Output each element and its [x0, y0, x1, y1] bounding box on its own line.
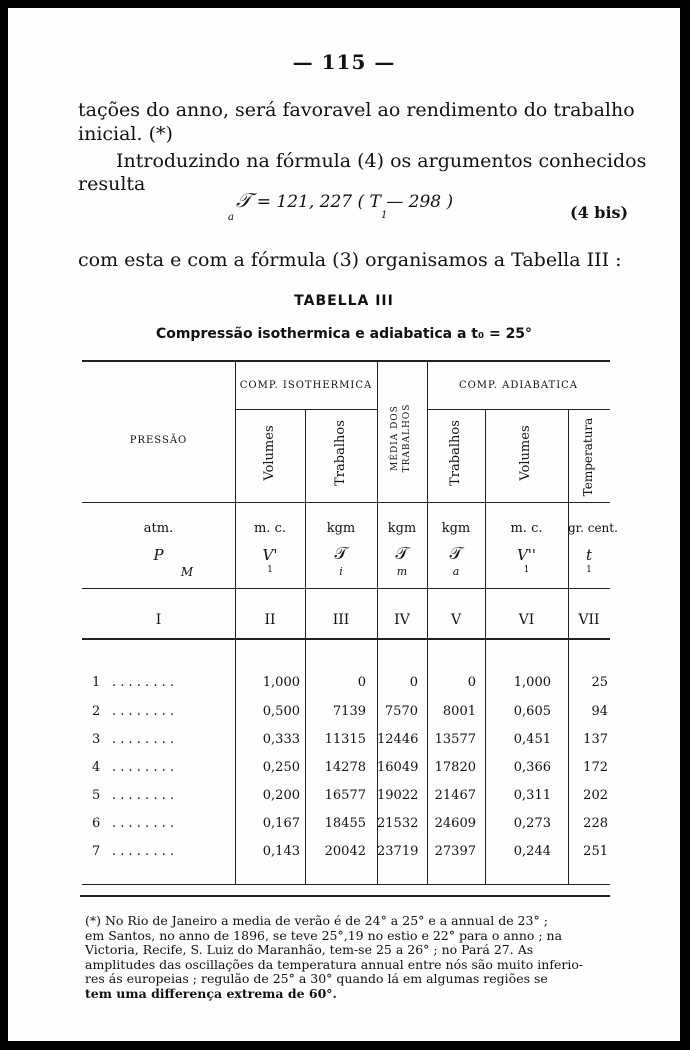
roman-5: V [450, 612, 462, 628]
symbol-sub-v2: 1 [523, 565, 530, 575]
footnote [85, 914, 625, 1001]
cell-volume-iso: 0,200 [262, 788, 300, 803]
roman-2: II [264, 612, 276, 628]
intro-line-3: Introduzindo na fórmula (4) os argumentos conhecidos [116, 150, 647, 172]
cell-volume-iso: 0,500 [262, 704, 300, 719]
intro-line-1: tações do anno, será favoravel ao rendimento do trabalho [78, 99, 635, 121]
header-trabalhos-adia: Trabalhos [448, 420, 463, 486]
symbol-sub-a: a [452, 565, 460, 578]
symbol-t: t [585, 546, 593, 564]
row-pressure: 3 [92, 732, 101, 747]
row-pressure: 4 [92, 760, 101, 775]
cell-volume-adia: 0,366 [513, 760, 551, 775]
header-pressao: PRESSÃO [129, 435, 188, 446]
cell-trabalho-adia: 8001 [442, 704, 476, 719]
formula-t-sub: 1 [381, 210, 388, 221]
symbol-sub-i: i [339, 565, 343, 578]
intro-line-2: inicial. (*) [78, 123, 173, 145]
roman-4: IV [394, 612, 410, 628]
formula-lhs-sub: a [228, 212, 234, 223]
row-leader-dots: . . . . . . . . [112, 704, 174, 719]
cell-temperatura: 137 [583, 732, 608, 747]
col-rule-5 [485, 409, 486, 884]
row-pressure: 7 [92, 844, 101, 859]
cell-trabalho-iso: 18455 [324, 816, 366, 831]
cell-media: 21532 [377, 816, 419, 831]
cell-volume-iso: 0,250 [262, 760, 300, 775]
table-bottom-rule [82, 884, 610, 885]
cell-trabalho-iso: 20042 [324, 844, 366, 859]
cell-volume-adia: 0,244 [513, 844, 551, 859]
footnote-line: amplitudes das oscillações da temperatura annual entre nós são muito inferio- [85, 956, 584, 972]
row-leader-dots: . . . . . . . . [112, 760, 174, 775]
symbol-sub-v1: 1 [267, 565, 273, 575]
symbol-ta: 𝒯 [449, 544, 463, 564]
cell-temperatura: 202 [583, 788, 608, 803]
cell-trabalho-adia: 24609 [434, 816, 476, 831]
table-title: TABELLA III [294, 293, 394, 309]
page-number: — 115 — [292, 50, 396, 74]
cell-temperatura: 25 [591, 675, 608, 690]
units-rule [82, 588, 610, 589]
symbol-p: P [153, 546, 164, 564]
cell-trabalho-adia: 0 [467, 675, 476, 690]
symbol-sub-m: M [180, 565, 194, 579]
cell-trabalho-adia: 17820 [434, 760, 476, 775]
cell-trabalho-iso: 0 [357, 675, 366, 690]
roman-6: VI [518, 612, 535, 628]
roman-3: III [332, 612, 350, 628]
cell-volume-iso: 0,333 [262, 732, 300, 747]
cell-media: 23719 [377, 844, 419, 859]
table-subtitle: Compressão isothermica e adiabatica a t₀ = 25° [155, 326, 533, 342]
row-pressure: 2 [92, 704, 101, 719]
cell-trabalho-adia: 13577 [434, 732, 476, 747]
header-trabalhos-iso: Trabalhos [333, 420, 348, 486]
cell-trabalho-iso: 11315 [324, 732, 366, 747]
cell-volume-adia: 0,605 [513, 704, 551, 719]
formula-label: (4 bis) [570, 203, 629, 222]
group-isothermica: COMP. ISOTHERMICA [239, 380, 373, 391]
header-media-trabalhos: MÉDIA DOS TRABALHOS [390, 403, 412, 473]
iso-group-rule [235, 409, 377, 410]
cell-media: 7570 [384, 704, 418, 719]
row-leader-dots: . . . . . . . . [112, 788, 174, 803]
header-temperatura: Temperatura [581, 417, 595, 497]
footnote-line: (*) No Rio de Janeiro a media de verão é de 24° a 25° e a annual de 23° ; [85, 913, 548, 928]
cell-volume-iso: 0,167 [262, 816, 300, 831]
formula-rhs: = 121, 227 ( T — 298 ) [256, 192, 454, 212]
symbol-v1: V' [262, 546, 278, 564]
intro-line-4: resulta [78, 173, 146, 195]
row-pressure: 1 [92, 675, 101, 690]
unit-volumes-iso: m. c. [253, 521, 286, 536]
footnote-line: tem uma differença extrema de 60°. [85, 985, 337, 1001]
after-formula-text: com esta e com a fórmula (3) organisamos a Tabella III : [78, 249, 622, 271]
roman-1: I [155, 612, 162, 628]
footnote-line: Victoria, Recife, S. Luiz do Maranhão, tem-se 25 a 26° ; no Pará 27. As [85, 942, 534, 957]
footnote-line: em Santos, no anno de 1896, se teve 25°,19 no estio e 22° para o anno ; na [85, 927, 563, 943]
unit-trabalhos-adia: kgm [441, 521, 471, 536]
roman-7: VII [578, 612, 600, 628]
col-rule-2 [305, 409, 306, 884]
row-pressure: 6 [92, 816, 101, 831]
row-leader-dots: . . . . . . . . [112, 675, 174, 690]
cell-temperatura: 228 [583, 816, 608, 831]
row-leader-dots: . . . . . . . . [112, 732, 174, 747]
footnote-line: res ás europeias ; regulão de 25° a 30° quando lá em algumas regiões se [85, 971, 548, 986]
symbol-sub-t: 1 [586, 565, 592, 575]
formula-4-bis [228, 188, 454, 223]
symbol-v2: V'' [516, 546, 537, 564]
cell-volume-adia: 0,451 [513, 732, 551, 747]
cell-volume-iso: 0,143 [262, 844, 300, 859]
footnote-rule [80, 895, 610, 897]
unit-temperatura: gr. cent. [568, 521, 618, 535]
cell-trabalho-iso: 16577 [324, 788, 366, 803]
row-pressure: 5 [92, 788, 101, 803]
cell-media: 12446 [377, 732, 419, 747]
col-rule-6 [568, 409, 569, 884]
cell-trabalho-iso: 7139 [332, 704, 366, 719]
cell-trabalho-adia: 21467 [434, 788, 476, 803]
unit-media: kgm [387, 521, 417, 536]
cell-media: 16049 [377, 760, 419, 775]
symbol-sub-m2: m [396, 565, 408, 578]
header-volumes-iso: Volumes [262, 425, 277, 481]
unit-volumes-adia: m. c. [510, 521, 543, 536]
symbol-tm: 𝒯 [395, 544, 409, 564]
cell-volume-adia: 0,311 [513, 788, 551, 803]
formula-lhs: 𝒯 [236, 188, 252, 212]
unit-pressao: atm. [143, 521, 174, 536]
row-leader-dots: . . . . . . . . [112, 816, 174, 831]
cell-temperatura: 172 [583, 760, 608, 775]
group-adiabatica: COMP. ADIABATICA [458, 380, 579, 391]
roman-rule [82, 638, 610, 640]
cell-volume-adia: 0,273 [513, 816, 551, 831]
table-top-rule [82, 360, 610, 362]
cell-media: 0 [409, 675, 418, 690]
symbol-ti: 𝒯 [334, 544, 348, 564]
header-volumes-adia: Volumes [518, 425, 533, 481]
cell-volume-iso: 1,000 [262, 675, 300, 690]
row-leader-dots: . . . . . . . . [112, 844, 174, 859]
cell-temperatura: 94 [591, 704, 608, 719]
cell-volume-adia: 1,000 [513, 675, 551, 690]
cell-media: 19022 [377, 788, 419, 803]
cell-trabalho-iso: 14278 [324, 760, 366, 775]
cell-temperatura: 251 [583, 844, 608, 859]
cell-trabalho-adia: 27397 [434, 844, 476, 859]
unit-trabalhos-iso: kgm [326, 521, 356, 536]
book-page [8, 8, 680, 1041]
